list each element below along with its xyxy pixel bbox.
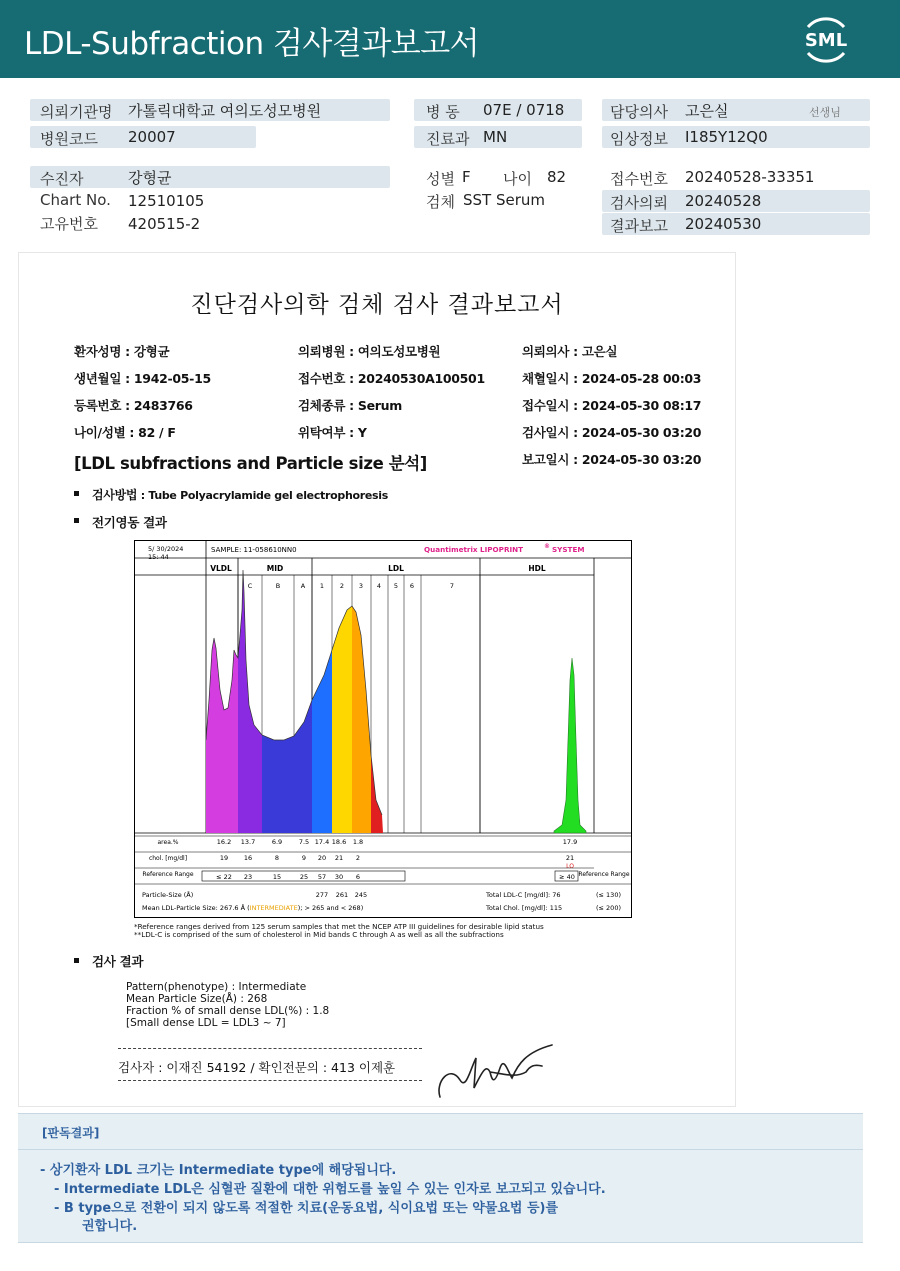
total-chol-ref: (≤ 200) [596,904,621,912]
ref-value: 30 [334,873,344,881]
section-title: [LDL subfractions and Particle size 분석] [74,454,427,473]
band-label: 4 [376,582,382,590]
field-birth-date: 생년월일 : 1942-05-15 [74,371,211,386]
chart-brand-mark: ® [544,543,550,550]
field-requesting-hospital: 의뢰병원 : 여의도성모병원 [298,344,441,359]
verdict-line-4: 권합니다. [82,1219,138,1234]
field-test-time: 검사일시 : 2024-05-30 03:20 [522,425,702,440]
group-label-mid: MID [266,564,284,573]
total-chol: Total Chol. [mg/dl]: 115 [486,904,563,912]
chol-row-label: chol. [mg/dl] [148,855,188,862]
ref-value: 25 [299,873,309,881]
area-value: 17.4 [314,838,330,846]
divider [118,1080,422,1081]
ref-value: 15 [272,873,282,881]
ref-value: 23 [243,873,253,881]
chart-sample: SAMPLE: 11-058610NN0 [211,546,297,554]
electro-label: 전기영동 결과 [92,515,167,530]
chart-date: 5/ 30/2024 [148,545,184,553]
ref-note-1: *Reference ranges derived from 125 serum samples that met the NCEP ATP III guidelines for desirable lipid status [134,922,544,931]
bullet [74,491,79,496]
sex-value: F [462,168,471,186]
bullet [74,958,79,963]
unique-no-value: 420515-2 [128,215,201,233]
field-age-sex: 나이/성별 : 82 / F [74,425,176,440]
band-label: B [275,582,281,590]
area-value: 7.5 [298,838,310,846]
ref-value: 57 [317,873,327,881]
band-label: 2 [339,582,345,590]
band-label: 1 [319,582,325,590]
receipt-label: 접수번호 [610,170,668,188]
hospital-code-label: 병원코드 [40,130,98,148]
chart-no-label: Chart No. [40,191,111,209]
band-label: 5 [393,582,399,590]
signature [430,1042,556,1104]
field-patient-name: 환자성명 : 강형균 [74,344,170,359]
doctor-value: 고은실 [685,102,729,120]
particle-value: 245 [354,891,368,899]
group-label-hdl: HDL [528,564,546,573]
ref-label-right: Reference Range [578,871,630,878]
result-definition: [Small dense LDL = LDL3 ~ 7] [126,1017,286,1029]
chol-value: 19 [219,854,229,862]
divider [118,1048,422,1049]
band-label: 6 [409,582,415,590]
field-receipt-no: 접수번호 : 20240530A100501 [298,371,485,386]
chart-brand-suffix: SYSTEM [552,545,585,554]
ref-value: ≤ 22 [216,873,232,881]
chol-value: 21 [334,854,344,862]
band-label: A [300,582,306,590]
logo-text: SML [804,30,848,51]
chol-value: 16 [243,854,253,862]
request-value: 20240528 [685,192,762,210]
dept-value: MN [483,128,508,146]
chol-value: 8 [274,854,280,862]
result-label: 검사 결과 [92,954,144,969]
ward-label: 병 동 [426,103,460,121]
request-label: 검사의뢰 [610,194,668,212]
bullet [74,518,79,523]
area-value: 13.7 [240,838,256,846]
patient-label: 수진자 [40,170,84,188]
result-fraction: Fraction % of small dense LDL(%) : 1.8 [126,1005,330,1017]
group-label-vldl: VLDL [210,564,232,573]
sml-logo [798,13,854,65]
patient-value: 강형균 [128,169,172,187]
verdict-header [18,1113,863,1149]
verdict-line-2: - Intermediate LDL은 심혈관 질환에 대한 위험도를 높일 수 있는 인자로 보고되고 있습니다. [54,1182,606,1197]
field-specimen-type: 검체종류 : Serum [298,398,402,413]
report-date-value: 20240530 [685,215,762,233]
area-row-label: area.% [157,839,179,846]
dept-label: 진료과 [426,130,470,148]
verdict-title: [판독결과] [42,1126,100,1140]
sex-label: 성별 [426,170,455,188]
field-report-time: 보고일시 : 2024-05-30 03:20 [522,452,702,467]
age-value: 82 [547,168,567,186]
institution-label: 의뢰기관명 [40,103,113,121]
method-line: 검사방법 : Tube Polyacrylamide gel electrophoresis [92,488,389,502]
chol-value: 9 [301,854,307,862]
particle-value: 277 [315,891,329,899]
ward-value: 07E / 0718 [483,101,565,119]
area-value-hdl: 17.9 [562,838,578,846]
mean-size-line: Mean LDL-Particle Size: 267.6 Å (INTERMEDIATE); > 265 and < 268) [142,904,364,912]
verdict-line-1: - 상기환자 LDL 크기는 Intermediate type에 해당됩니다. [40,1163,397,1178]
ref-row-label: Reference Range [142,871,194,878]
area-value: 18.6 [331,838,347,846]
hospital-code-value: 20007 [128,128,176,146]
clinical-label: 임상정보 [610,130,668,148]
field-requesting-doctor: 의뢰의사 : 고은실 [522,344,618,359]
chart-no-value: 12510105 [128,192,205,210]
verdict-line-3: - B type으로 전환이 되지 않도록 적절한 치료(운동요법, 식이요법 또는 약물요법 등)를 [54,1201,559,1216]
unique-no-label: 고유번호 [40,215,98,233]
area-value: 1.8 [352,838,364,846]
age-label: 나이 [503,170,532,188]
field-collection-time: 채혈일시 : 2024-05-28 00:03 [522,371,702,386]
report-title: 진단검사의학 검체 검사 결과보고서 [190,292,564,318]
area-value: 16.2 [216,838,232,846]
doctor-suffix: 선생님 [809,106,841,119]
result-mean-size: Mean Particle Size(Å) : 268 [126,993,268,1005]
receipt-value: 20240528-33351 [685,168,815,186]
particle-label: Particle-Size (Å) [142,891,194,899]
ref-value-hdl: ≥ 40 [559,873,575,881]
lipoprint-chart [134,540,632,918]
area-value: 6.9 [271,838,283,846]
particle-value: 261 [335,891,349,899]
clinical-value: I185Y12Q0 [685,128,768,146]
patient-box [30,166,390,188]
signer-line: 검사자 : 이재진 54192 / 확인전문의 : 413 이제훈 [118,1060,396,1075]
result-pattern: Pattern(phenotype) : Intermediate [126,981,307,993]
band-label: 3 [358,582,364,590]
group-label-ldl: LDL [388,564,404,573]
chol-value: 2 [355,854,361,862]
specimen-label: 검체 [426,193,455,211]
chart-brand: Quantimetrix LIPOPRINT [424,545,524,554]
chol-value-hdl: 21 [565,854,575,862]
report-date-label: 결과보고 [610,217,668,235]
ref-value: 6 [355,873,361,881]
field-registration-no: 등록번호 : 2483766 [74,398,193,413]
chol-flag: LO [566,863,574,870]
doctor-label: 담당의사 [610,103,668,121]
ref-note-2: **LDL-C is comprised of the sum of cholesterol in Mid bands C through A as well as all the subfractions [134,930,504,939]
page-title: LDL-Subfraction 검사결과보고서 [24,26,480,62]
peak-segment [262,735,294,833]
chart-time: 15: 44 [148,553,169,561]
institution-value: 가톨릭대학교 여의도성모병원 [128,102,322,120]
total-ldl-ref: (≤ 130) [596,891,621,899]
band-label: C [247,582,253,590]
total-ldl: Total LDL-C [mg/dl]: 76 [486,891,561,899]
chol-value: 20 [317,854,327,862]
field-consignment: 위탁여부 : Y [298,425,367,440]
band-label: 7 [449,582,455,590]
specimen-value: SST Serum [463,191,546,209]
field-receipt-time: 접수일시 : 2024-05-30 08:17 [522,398,702,413]
